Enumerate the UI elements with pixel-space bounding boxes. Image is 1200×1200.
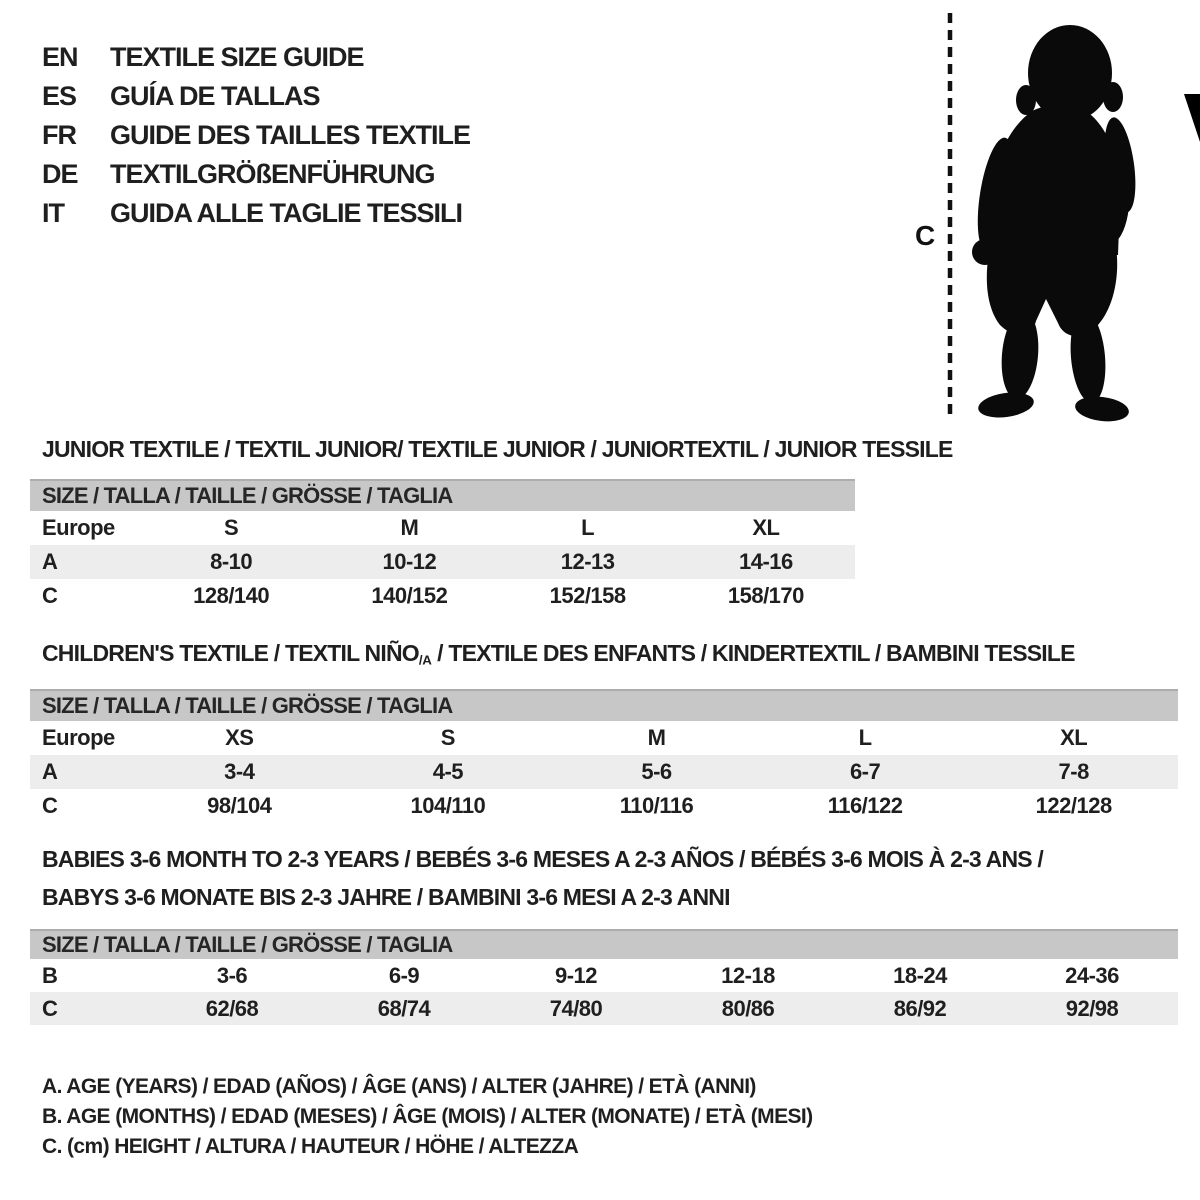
language-code: DE (42, 159, 78, 189)
size-cell: 14-16 (738, 549, 793, 574)
table-row (30, 511, 855, 545)
size-cell: 4-5 (432, 759, 464, 784)
size-cell: 6-9 (388, 962, 420, 988)
size-cell: 9-12 (554, 962, 598, 988)
table-row (30, 755, 1178, 789)
size-cell: 128/140 (193, 583, 270, 608)
language-row-en (42, 38, 470, 77)
size-cell: XL (752, 515, 780, 540)
row-label: A (42, 759, 58, 784)
size-cell: 92/98 (1065, 995, 1119, 1021)
size-cell: S (440, 725, 455, 750)
table-row (30, 789, 1178, 823)
babies-size-table (30, 929, 1178, 1025)
size-header-bar: SIZE / TALLA / TAILLE / GRÖSSE / TAGLIA (30, 479, 855, 511)
junior-title-text: JUNIOR TEXTILE / TEXTIL JUNIOR/ TEXTILE JUNIOR / JUNIORTEXTIL / JUNIOR TESSILE (42, 436, 953, 462)
language-label: GUÍA DE TALLAS (110, 81, 320, 111)
language-row-de (42, 155, 470, 194)
size-header-bar: SIZE / TALLA / TAILLE / GRÖSSE / TAGLIA (30, 689, 1178, 721)
language-label: TEXTILGRÖßENFÜHRUNG (110, 159, 435, 189)
size-cell: 10-12 (382, 549, 437, 574)
babies-title-text-1: BABIES 3-6 MONTH TO 2-3 YEARS / BEBÉS 3-6 MESES A 2-3 AÑOS / BÉBÉS 3-6 MOIS À 2-3 ANS / (42, 846, 1044, 872)
table-row (30, 992, 1178, 1025)
size-cell: 24-36 (1065, 962, 1119, 988)
size-cell: 152/158 (549, 583, 626, 608)
language-label: GUIDE DES TAILLES TEXTILE (110, 120, 471, 150)
size-cell: 110/116 (619, 793, 694, 818)
size-cell: 18-24 (893, 962, 947, 988)
babies-table-title-line2 (42, 884, 730, 911)
size-cell: 3-6 (216, 962, 248, 988)
size-cell: 86/92 (893, 995, 947, 1021)
size-cell: 5-6 (641, 759, 672, 784)
size-cell: 140/152 (371, 583, 448, 608)
children-title-post: / TEXTILE DES ENFANTS / KINDERTEXTIL / BAMBINI TESSILE (431, 640, 1075, 666)
size-cell: 98/104 (207, 793, 272, 818)
row-label: C (42, 995, 58, 1021)
size-cell: L (858, 725, 872, 750)
size-cell: M (647, 725, 666, 750)
toddler-silhouette (971, 25, 1140, 424)
size-cell: S (224, 515, 239, 540)
children-table-title (42, 640, 1075, 668)
language-title-list (42, 38, 470, 233)
row-label: B (42, 962, 58, 988)
table-row (30, 721, 1178, 755)
right-edge-wedge (1184, 94, 1200, 142)
size-cell: 74/80 (549, 995, 603, 1021)
table-row (30, 579, 855, 613)
language-code: EN (42, 42, 78, 72)
row-label: Europe (42, 725, 115, 750)
size-cell: 8-10 (210, 549, 253, 574)
row-label: C (42, 583, 58, 608)
junior-table-title (42, 436, 953, 463)
size-cell: XS (225, 725, 254, 750)
language-code: IT (42, 198, 64, 228)
babies-title-text-2: BABYS 3-6 MONATE BIS 2-3 JAHRE / BAMBINI 3-6 MESI A 2-3 ANNI (42, 884, 730, 910)
size-cell: 7-8 (1058, 759, 1089, 784)
children-title-sub: /A (418, 652, 432, 668)
legend-line-c: C. (cm) HEIGHT / ALTURA / HAUTEUR / HÖHE / ALTEZZA (42, 1135, 579, 1158)
size-cell: 104/110 (410, 793, 486, 818)
height-measure-label: C (915, 220, 936, 251)
size-cell: 3-4 (224, 759, 255, 784)
size-cell: 158/170 (727, 583, 804, 608)
size-cell: M (400, 515, 419, 540)
measure-legend (42, 1072, 813, 1162)
size-cell: 6-7 (849, 759, 881, 784)
babies-table-title-line1 (42, 846, 1043, 873)
legend-line-b: B. AGE (MONTHS) / EDAD (MESES) / ÂGE (MOIS) / ALTER (MONATE) / ETÀ (MESI) (42, 1105, 813, 1128)
row-label: A (42, 549, 58, 574)
size-cell: 62/68 (205, 995, 259, 1021)
size-cell: 80/86 (721, 995, 775, 1021)
row-label: C (42, 793, 58, 818)
children-size-table (30, 689, 1178, 823)
size-cell: XL (1060, 725, 1088, 750)
size-cell: 122/128 (1035, 793, 1112, 818)
size-cell: 68/74 (377, 995, 431, 1021)
language-label: TEXTILE SIZE GUIDE (110, 42, 364, 72)
language-row-fr (42, 116, 470, 155)
junior-size-table (30, 479, 855, 613)
size-header-bar: SIZE / TALLA / TAILLE / GRÖSSE / TAGLIA (30, 929, 1178, 959)
table-row (30, 545, 855, 579)
table-row (30, 959, 1178, 992)
size-cell: 12-18 (721, 962, 775, 988)
language-row-it (42, 194, 470, 233)
language-code: ES (42, 81, 77, 111)
size-cell: 12-13 (560, 549, 615, 574)
size-cell: L (581, 515, 595, 540)
toddler-silhouette-figure (895, 5, 1165, 430)
language-label: GUIDA ALLE TAGLIE TESSILI (110, 198, 462, 228)
size-cell: 116/122 (827, 793, 903, 818)
language-code: FR (42, 120, 76, 150)
row-label: Europe (42, 515, 115, 540)
language-row-es (42, 77, 470, 116)
legend-line-a: A. AGE (YEARS) / EDAD (AÑOS) / ÂGE (ANS) / ALTER (JAHRE) / ETÀ (ANNI) (42, 1075, 756, 1098)
children-title-pre: CHILDREN'S TEXTILE / TEXTIL NIÑO (42, 640, 419, 666)
